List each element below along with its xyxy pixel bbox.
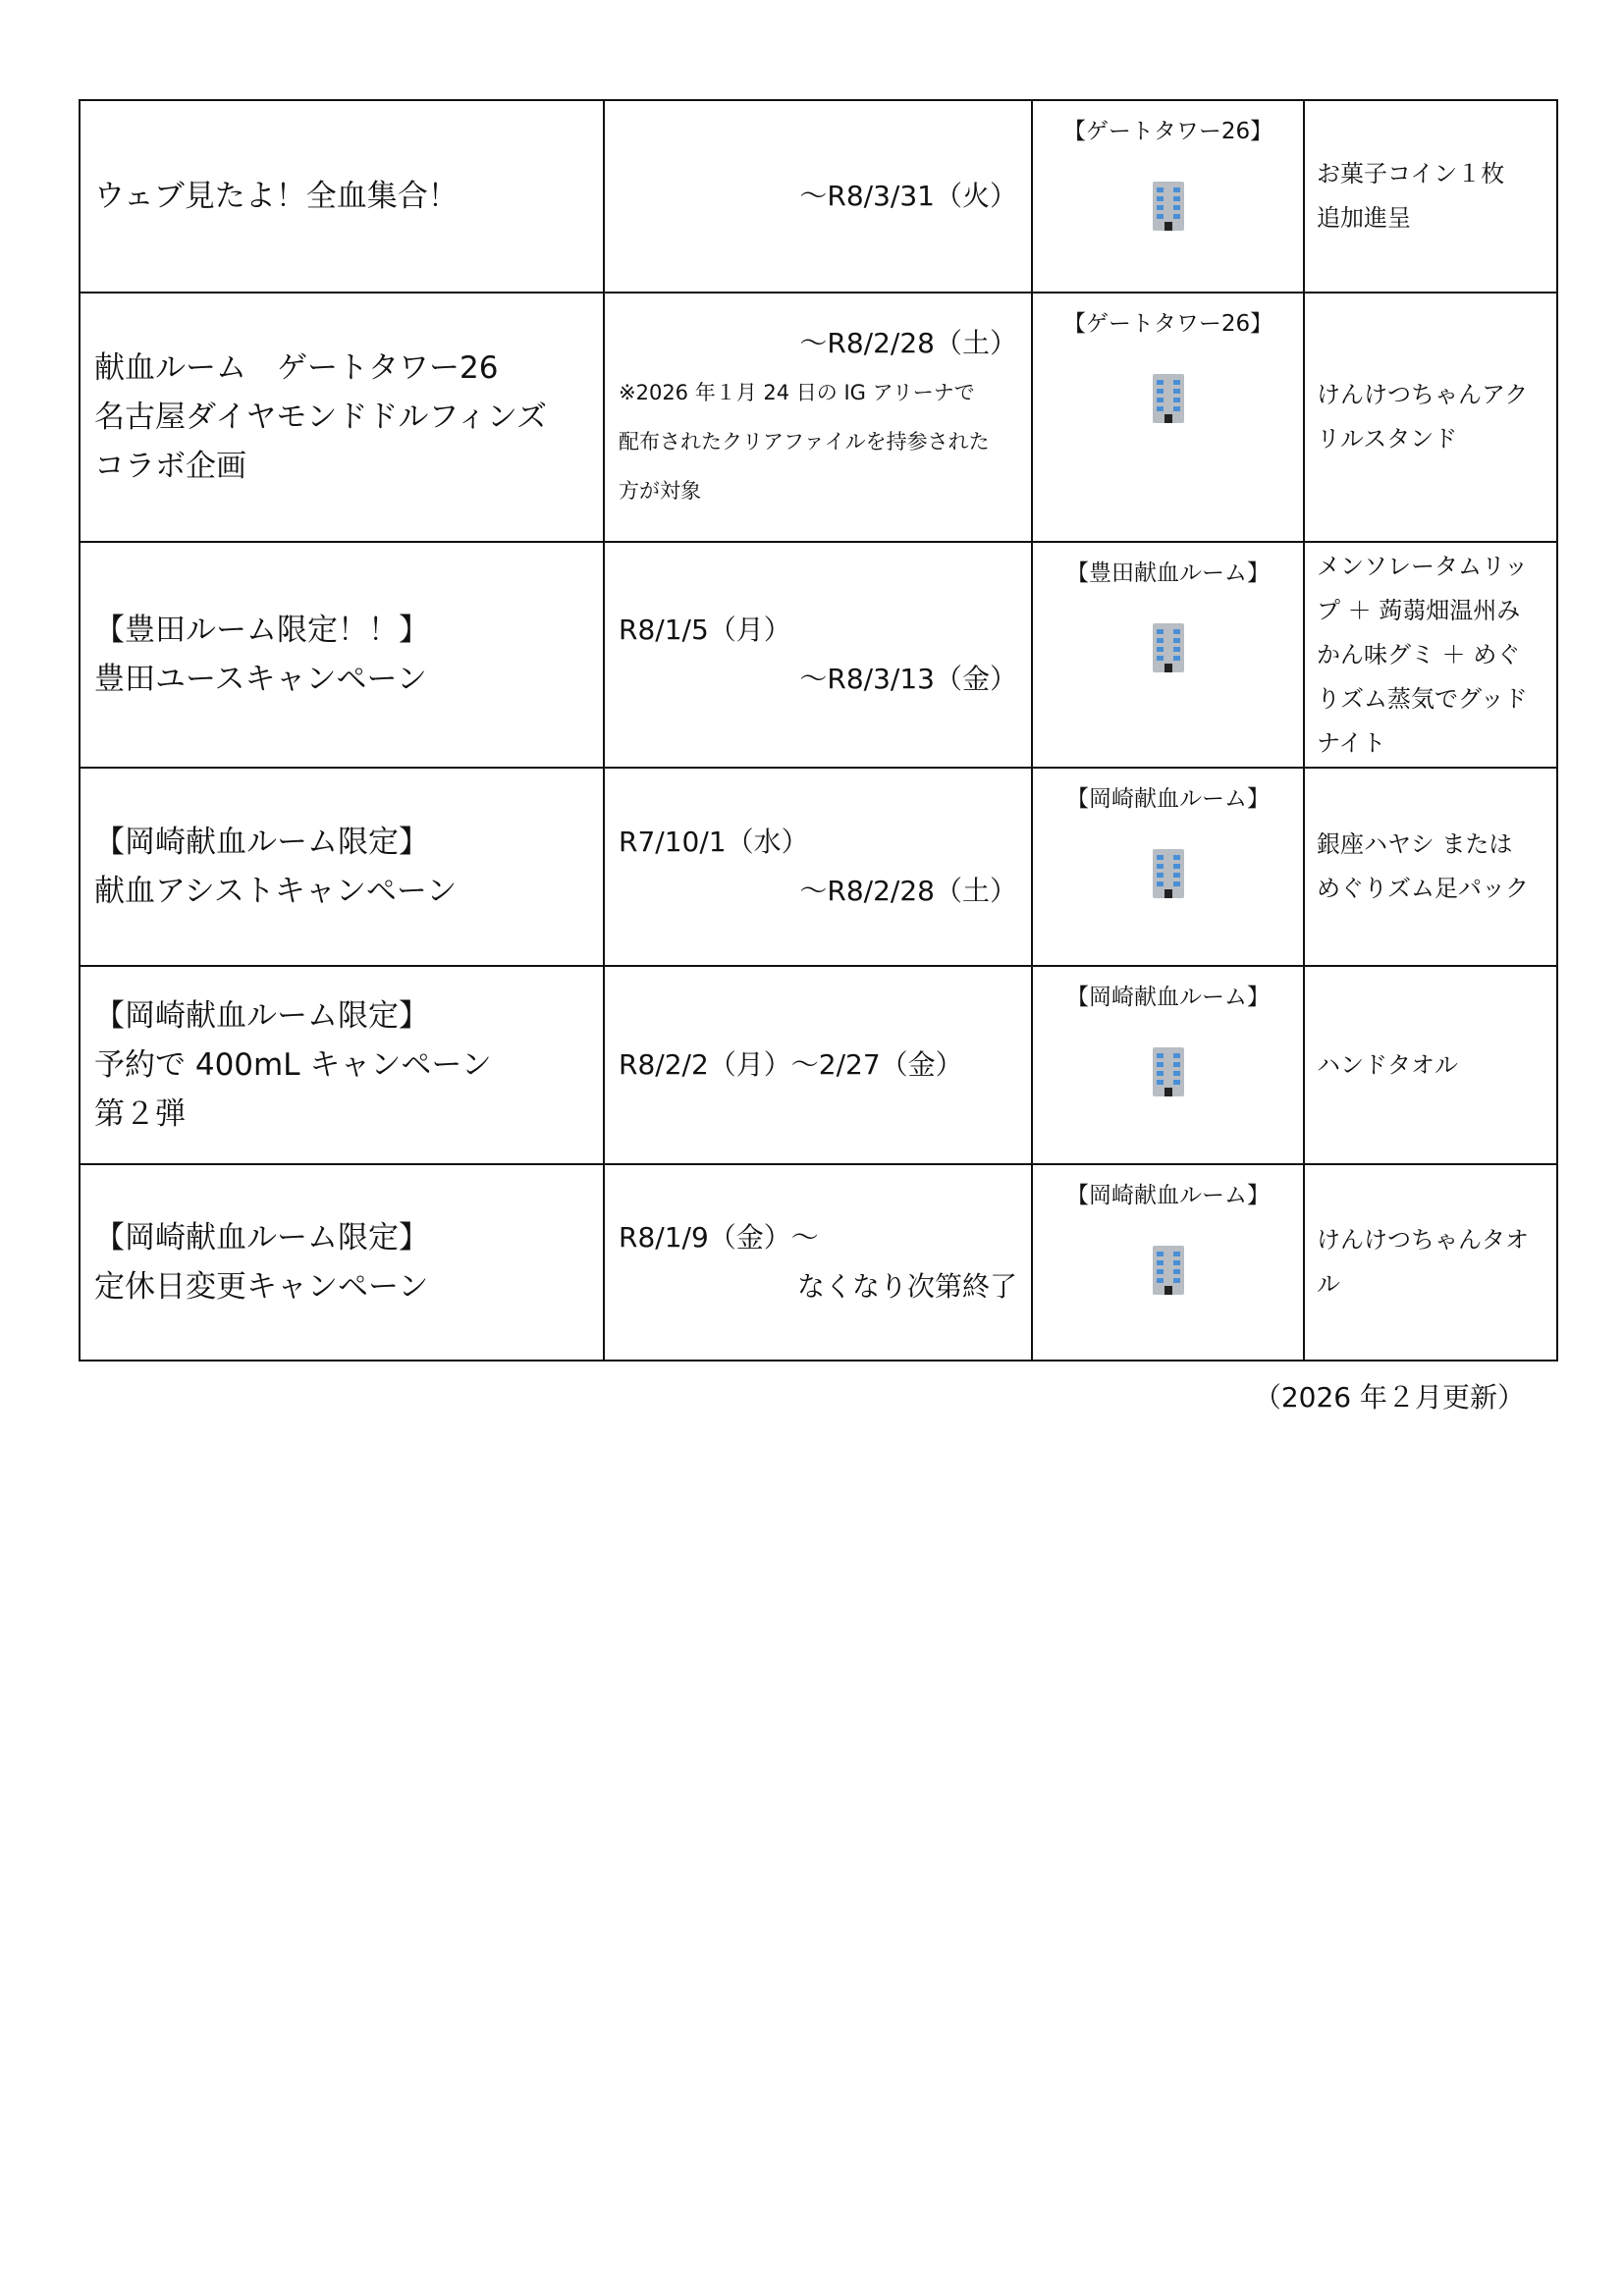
campaign-name-line: 予約で 400mL キャンペーン [94,1047,492,1083]
campaign-room-cell [1032,768,1304,966]
gift-line: りズム蒸気でグッド [1317,684,1528,713]
campaign-gift-cell [1304,768,1557,966]
campaign-name-line: 【岡崎献血ルーム限定】 [94,1220,429,1255]
campaign-period-cell [604,768,1032,966]
gift-line: ナイト [1317,728,1386,757]
campaign-room-cell [1032,542,1304,768]
campaign-period-line: R8/2/2（月）～2/27（金） [619,1048,963,1081]
campaign-room-cell [1032,1164,1304,1361]
campaign-name-line: コラボ企画 [94,449,246,484]
campaign-name-line: 献血ルーム ゲートタワー26 [94,350,499,386]
campaign-period-line: R8/1/5（月） [619,614,791,646]
campaign-name-cell [80,293,604,542]
campaign-gift-cell [1304,966,1557,1164]
campaign-period-line: ～R8/3/31（火） [799,180,1017,212]
campaign-table [79,99,1558,1362]
gift-line: けんけつちゃんタオ [1317,1226,1529,1254]
gift-line: 追加進呈 [1317,204,1411,232]
gift-line: けんけつちゃんアク [1317,381,1529,408]
campaign-room-cell [1032,966,1304,1164]
room-label: 【豊田献血ルーム】 [1066,561,1270,586]
table-row [80,100,1557,293]
gift-line: ハンドタオル [1317,1050,1458,1079]
table-row [80,542,1557,768]
table-row [80,1164,1557,1361]
campaign-period-cell [604,966,1032,1164]
campaign-period-cell [604,100,1032,293]
building-icon [1141,619,1196,674]
campaign-period-line: ～R8/2/28（土） [799,327,1017,359]
room-label: 【岡崎献血ルーム】 [1066,985,1270,1010]
campaign-period-cell [604,542,1032,768]
room-label: 【岡崎献血ルーム】 [1066,1183,1270,1208]
campaign-gift-cell [1304,542,1557,768]
campaign-name-line: 名古屋ダイヤモンドドルフィンズ [94,400,547,435]
building-icon [1141,178,1196,233]
campaign-name-cell [80,966,604,1164]
campaign-room-cell [1032,293,1304,542]
campaign-name-cell [80,768,604,966]
gift-line: ル [1317,1270,1340,1298]
campaign-period-line: ～R8/3/13（金） [799,663,1017,695]
campaign-name-line: 定休日変更キャンペーン [94,1269,429,1305]
campaign-period-line: R7/10/1（水） [619,826,809,858]
campaign-period-line: R8/1/9（金）～ [619,1221,819,1254]
room-label: 【ゲートタワー26】 [1062,119,1273,144]
table-row [80,293,1557,542]
campaign-period-line: なくなり次第終了 [796,1270,1017,1303]
table-row [80,768,1557,966]
room-label: 【ゲートタワー26】 [1062,311,1273,337]
campaign-gift-cell [1304,293,1557,542]
gift-line: かん味グミ ＋ めぐ [1317,640,1521,668]
campaign-name-line: 【岡崎献血ルーム限定】 [94,998,429,1034]
campaign-name-line: 【岡崎献血ルーム限定】 [94,825,429,860]
campaign-name-line: 献血アシストキャンペーン [94,874,458,909]
campaign-name-line: 第２弾 [94,1096,186,1132]
campaign-period-note: 方が対象 [619,479,701,503]
campaign-period-cell [604,1164,1032,1361]
campaign-name-cell [80,1164,604,1361]
gift-line: 銀座ハヤシ または [1317,830,1513,858]
room-label: 【岡崎献血ルーム】 [1066,786,1270,812]
gift-line: お菓子コイン１枚 [1317,160,1505,187]
campaign-name-line: ウェブ見たよ！全血集合！ [94,179,459,214]
campaign-gift-cell [1304,1164,1557,1361]
campaign-name-cell [80,100,604,293]
gift-line: リルスタンド [1317,425,1458,453]
updated-note: （2026 年２月更新） [1253,1381,1525,1414]
campaign-name-line: 豊田ユースキャンペーン [94,662,427,697]
campaign-name-line: 【豊田ルーム限定！！】 [94,613,429,648]
gift-line: プ ＋ 蒟蒻畑温州み [1317,596,1521,624]
building-icon [1141,1242,1196,1297]
gift-line: めぐりズム足パック [1317,875,1529,902]
campaign-name-cell [80,542,604,768]
campaign-period-note: ※2026 年１月 24 日の IG アリーナで [619,381,975,404]
campaign-period-line: ～R8/2/28（土） [799,875,1017,907]
table-row [80,966,1557,1164]
building-icon [1141,1043,1196,1098]
campaign-gift-cell [1304,100,1557,293]
campaign-room-cell [1032,100,1304,293]
campaign-period-cell [604,293,1032,542]
campaign-period-note: 配布されたクリアファイルを持参された [619,430,990,454]
building-icon [1141,845,1196,900]
gift-line: メンソレータムリッ [1317,552,1529,580]
building-icon [1141,370,1196,425]
